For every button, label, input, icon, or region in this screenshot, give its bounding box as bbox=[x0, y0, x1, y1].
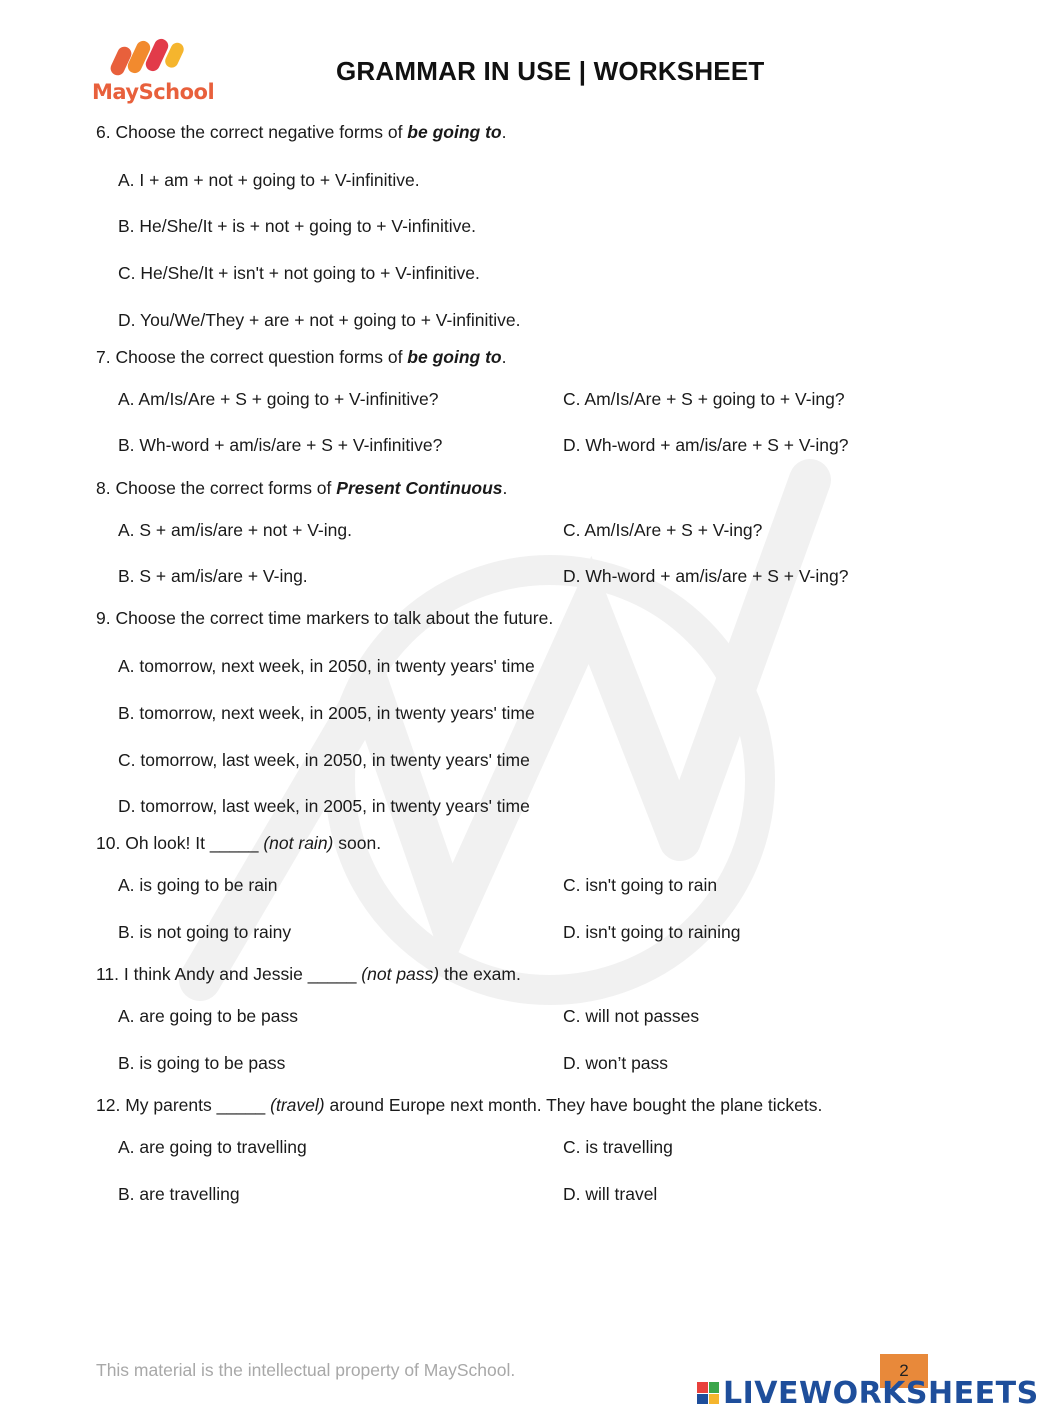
q9-option-a[interactable]: A. tomorrow, next week, in 2050, in twenty years' time bbox=[118, 656, 535, 676]
question-prompt: Choose the correct forms of bbox=[115, 478, 337, 498]
q10-option-d[interactable]: D. isn't going to raining bbox=[563, 922, 741, 942]
question-emphasis: be going to bbox=[407, 122, 502, 142]
question-7 bbox=[96, 346, 506, 368]
question-12 bbox=[96, 1094, 822, 1116]
question-6 bbox=[96, 121, 506, 143]
q6-option-a[interactable]: A. I + am + not + going to + V-infinitive. bbox=[118, 170, 420, 190]
q8-option-d[interactable]: D. Wh-word + am/is/are + S + V-ing? bbox=[563, 566, 849, 586]
q8-option-c[interactable]: C. Am/Is/Are + S + V-ing? bbox=[563, 520, 763, 540]
q6-option-d[interactable]: D. You/We/They + are + not + going to + V-infinitive. bbox=[118, 310, 521, 330]
q11-option-c[interactable]: C. will not passes bbox=[563, 1006, 700, 1026]
q6-option-c[interactable]: C. He/She/It + isn't + not going to + V-infinitive. bbox=[118, 263, 480, 283]
q7-option-c[interactable]: C. Am/Is/Are + S + going to + V-ing? bbox=[563, 389, 845, 409]
q7-option-a[interactable]: A. Am/Is/Are + S + going to + V-infinitive? bbox=[118, 389, 439, 409]
brand-text: LIVEWORKSHEETS bbox=[723, 1375, 1039, 1411]
question-prompt: Choose the correct question forms of bbox=[115, 347, 408, 367]
q11-option-d[interactable]: D. won’t pass bbox=[563, 1053, 669, 1073]
question-punctuation: . bbox=[502, 478, 508, 498]
question-hint: (not rain) bbox=[263, 833, 334, 853]
q8-option-a[interactable]: A. S + am/is/are + not + V-ing. bbox=[118, 520, 352, 540]
question-prompt: Choose the correct negative forms of bbox=[115, 122, 408, 142]
mayschool-logo bbox=[92, 36, 214, 108]
q7-option-d[interactable]: D. Wh-word + am/is/are + S + V-ing? bbox=[563, 435, 849, 455]
q11-option-a[interactable]: A. are going to be pass bbox=[118, 1006, 298, 1026]
question-punctuation: . bbox=[501, 122, 507, 142]
q9-option-d[interactable]: D. tomorrow, last week, in 2005, in twenty years' time bbox=[118, 796, 530, 816]
q11-option-b[interactable]: B. is going to be pass bbox=[118, 1053, 286, 1073]
question-prompt-end: the exam. bbox=[439, 964, 521, 984]
q8-option-b[interactable]: B. S + am/is/are + V-ing. bbox=[118, 566, 308, 586]
question-hint: (not pass) bbox=[361, 964, 440, 984]
question-number: 6. bbox=[96, 122, 111, 142]
question-number: 9. bbox=[96, 608, 111, 628]
q12-option-b[interactable]: B. are travelling bbox=[118, 1184, 240, 1204]
page-title: GRAMMAR IN USE | WORKSHEET bbox=[336, 56, 765, 86]
question-prompt-end: around Europe next month. They have bought the plane tickets. bbox=[324, 1095, 823, 1115]
logo-mark-icon bbox=[110, 36, 194, 78]
page-number-badge: 2 bbox=[880, 1354, 928, 1388]
q9-option-c[interactable]: C. tomorrow, last week, in 2050, in twenty years' time bbox=[118, 750, 530, 770]
question-emphasis: Present Continuous bbox=[336, 478, 503, 498]
question-punctuation: . bbox=[501, 347, 507, 367]
question-prompt: Choose the correct time markers to talk about the future. bbox=[115, 608, 554, 628]
question-prompt: Oh look! It _____ bbox=[125, 833, 264, 853]
question-hint: (travel) bbox=[270, 1095, 325, 1115]
liveworksheets-icon bbox=[697, 1382, 719, 1404]
liveworksheets-brand[interactable] bbox=[697, 1376, 1039, 1410]
question-number: 7. bbox=[96, 347, 111, 367]
question-prompt: My parents _____ bbox=[125, 1095, 271, 1115]
question-number: 11. bbox=[96, 964, 120, 984]
question-number: 10. bbox=[96, 833, 121, 853]
q7-option-b[interactable]: B. Wh-word + am/is/are + S + V-infinitive? bbox=[118, 435, 443, 455]
question-9 bbox=[96, 607, 553, 629]
q6-option-b[interactable]: B. He/She/It + is + not + going to + V-infinitive. bbox=[118, 216, 476, 236]
q10-option-a[interactable]: A. is going to be rain bbox=[118, 875, 278, 895]
q9-option-b[interactable]: B. tomorrow, next week, in 2005, in twenty years' time bbox=[118, 703, 535, 723]
question-11 bbox=[96, 963, 521, 985]
question-10 bbox=[96, 832, 381, 854]
q12-option-a[interactable]: A. are going to travelling bbox=[118, 1137, 307, 1157]
copyright-notice: This material is the intellectual property of MaySchool. bbox=[96, 1360, 516, 1380]
question-8 bbox=[96, 477, 507, 499]
logo-text: MaySchool bbox=[92, 80, 215, 104]
q12-option-d[interactable]: D. will travel bbox=[563, 1184, 658, 1204]
q10-option-b[interactable]: B. is not going to rainy bbox=[118, 922, 292, 942]
question-emphasis: be going to bbox=[407, 347, 502, 367]
question-number: 8. bbox=[96, 478, 111, 498]
question-number: 12. bbox=[96, 1095, 121, 1115]
question-prompt-end: soon. bbox=[333, 833, 382, 853]
q10-option-c[interactable]: C. isn't going to rain bbox=[563, 875, 718, 895]
q12-option-c[interactable]: C. is travelling bbox=[563, 1137, 673, 1157]
question-prompt: I think Andy and Jessie _____ bbox=[123, 964, 362, 984]
